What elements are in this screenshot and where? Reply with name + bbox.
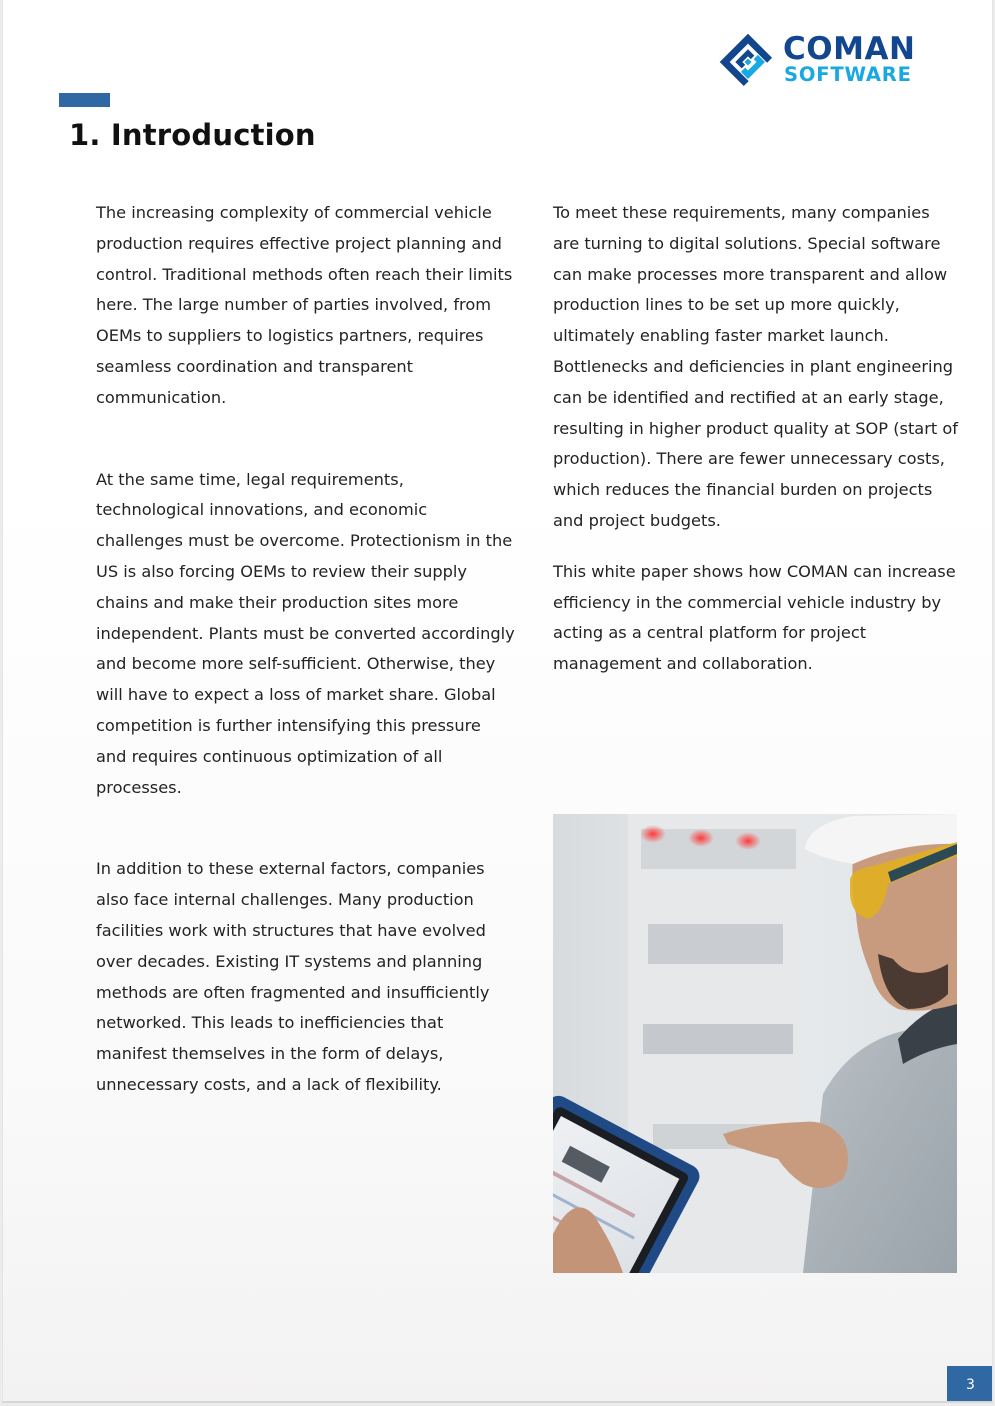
paragraph-internal-challenges: In addition to these external factors, companies also face internal challenges. Many production facilities work with structures that have evolved over decades. Existing IT systems and planning methods are often fragmented and insufficiently networked. This leads to inefficiencies that manifest themselves in the form of delays, unnecessary costs, and a lack of flexibility. bbox=[96, 859, 490, 1094]
section-accent-bar bbox=[59, 93, 110, 107]
paragraph-white-paper-purpose: This white paper shows how COMAN can increase efficiency in the commercial vehicle industry by acting as a central platform for project management and collaboration. bbox=[553, 561, 956, 674]
page-number-badge: 3 bbox=[947, 1366, 993, 1403]
coman-software-logo bbox=[717, 31, 959, 93]
logo-wordmark-sub: SOFTWARE bbox=[784, 63, 912, 86]
right-text-column bbox=[553, 198, 958, 680]
photo-illustration bbox=[553, 814, 957, 1273]
section-heading: 1. Introduction bbox=[69, 118, 316, 152]
document-page bbox=[2, 0, 993, 1403]
logo-wordmark-main: COMAN bbox=[783, 31, 916, 67]
paragraph-complexity: The increasing complexity of commercial vehicle production requires effective project planning and control. Traditional methods often reach their limits here. The large number of parties involved, from OEMs to suppliers to logistics partners, requires seamless coordination and transparent communication. bbox=[96, 203, 513, 407]
worker-tablet-photo bbox=[553, 814, 957, 1273]
paragraph-digital-solutions: To meet these requirements, many companies are turning to digital solutions. Special software can make processes more transparent and allow production lines to be set up more quickly, ultimately enabling faster market launch. Bottlenecks and deficiencies in plant engineering can be identified and rectified at an early stage, resulting in higher product quality at SOP (start of production). There are fewer unnecessary costs, which reduces the financial burden on projects and project budgets. bbox=[553, 203, 958, 530]
left-text-column bbox=[96, 198, 516, 1101]
paragraph-external-challenges: At the same time, legal requirements, technological innovations, and economic challenges must be overcome. Protectionism in the US is also forcing OEMs to review their supply chains and make their production sites more independent. Plants must be converted accordingly and become more self-sufficient. Otherwise, they will have to expect a loss of market share. Global competition is further intensifying this pressure and requires continuous optimization of all processes. bbox=[96, 469, 515, 797]
coman-diamond-logo-icon bbox=[717, 31, 779, 93]
